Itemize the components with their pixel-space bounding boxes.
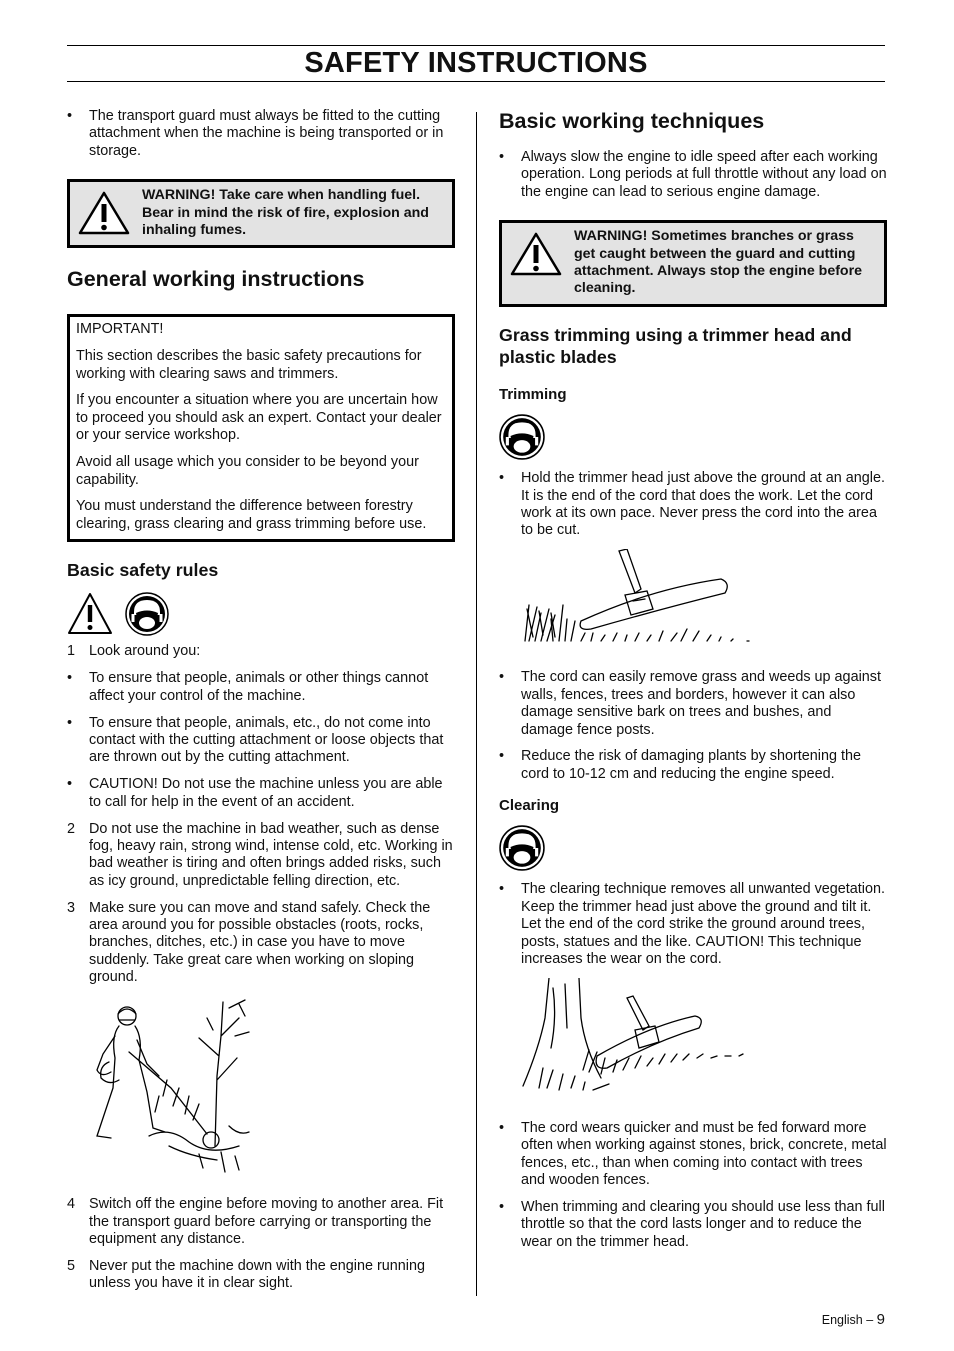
item-text: Do not use the machine in bad weather, such as dense fog, heavy rain, strong wind, intense cold, etc. Working in bad weather is tiring and often brings added risks, such as icy ground, unpredictable felling direction, etc. [89, 820, 453, 889]
trimming-list [499, 470, 887, 540]
trimming-list-continued [499, 669, 887, 783]
column-divider [476, 112, 477, 1296]
list-item: • The cord can easily remove grass and weeds up against walls, fences, trees and borders, however it can also damage sensitive bark on trees and bushes, and damage fence posts. [499, 669, 887, 739]
protective-equipment-icon [499, 825, 545, 871]
item-text: Never put the machine down with the engine running unless you have it in clear sight. [89, 1257, 425, 1292]
operator-illustration [89, 996, 269, 1181]
list-item: • The cord wears quicker and must be fed forward more often when working against stones, brick, concrete, metal fences, etc., than when coming into contact with trees and wooden fences. [499, 1120, 887, 1190]
list-item [67, 670, 455, 705]
safety-rules-list [67, 643, 455, 986]
warning-triangle-icon [510, 231, 562, 277]
list-item: • Reduce the risk of damaging plants by shortening the cord to 10-12 cm and reducing the engine speed. [499, 748, 887, 783]
item-text: Make sure you can move and stand safely. Check the area around you for possible obstacles (roots, rocks, branches, ditches, etc.) in case you have to move suddenly. Take great care when working on sloping ground. [89, 899, 431, 986]
footer-dash: – [866, 1313, 874, 1327]
item-bullet: • [67, 670, 73, 687]
warning-triangle-icon [78, 190, 130, 236]
item-text: Look around you: [89, 643, 201, 660]
list-item [67, 900, 455, 987]
item-bullet: • [67, 714, 73, 731]
important-box [67, 314, 455, 542]
left-column [67, 108, 455, 1302]
item-bullet: • [67, 776, 73, 793]
list-item: • The clearing technique removes all unwanted vegetation. Keep the trimmer head just above the ground and tilt it. Let the end of the cord strike the ground around trees, posts, statues and the like. CAUTION! This technique increases the wear on the cord. [499, 881, 887, 968]
protective-equipment-icon [499, 414, 545, 460]
intro-list [499, 149, 887, 201]
list-item [67, 1258, 455, 1293]
page-title: SAFETY INSTRUCTIONS [304, 47, 648, 79]
clearing-heading: Clearing [499, 797, 560, 815]
item-text: To ensure that people, animals, etc., do not come into contact with the cutting attachment or loose objects that are thrown out by the cutting attachment. [89, 714, 444, 766]
important-paragraph: If you encounter a situation where you are uncertain how to proceed you should ask an expert. Contact your dealer or your service workshop. [76, 392, 442, 444]
item-text: To ensure that people, animals or other things cannot affect your control of the machine. [89, 670, 429, 704]
trimming-illustration [521, 549, 761, 649]
item-number: 1 [67, 643, 76, 660]
list-item [67, 821, 455, 891]
list-item [67, 643, 455, 660]
list-item: • When trimming and clearing you should use less than full throttle so that the cord lasts longer and to reduce the wear on the trimmer head. [499, 1199, 887, 1251]
item-number: 4 [67, 1196, 76, 1213]
fuel-warning-box [67, 179, 455, 248]
item-number: 3 [67, 899, 76, 916]
clearing-list-continued [499, 1120, 887, 1251]
branches-warning-text: WARNING! Sometimes branches or grass get caught between the guard and cutting attachment. Always stop the engine before cleaning. [574, 228, 863, 297]
clearing-list [499, 881, 887, 968]
footer-language: English [821, 1313, 863, 1327]
basic-safety-rules-heading: Basic safety rules [67, 560, 219, 581]
important-paragraph: You must understand the difference between forestry clearing, grass clearing and grass trimming before use. [76, 498, 427, 532]
general-instructions-heading: General working instructions [67, 267, 365, 292]
list-item [67, 1196, 455, 1248]
protective-equipment-icon [125, 592, 169, 636]
basic-working-techniques-heading: Basic working techniques [499, 109, 765, 133]
item-number: 5 [67, 1257, 76, 1274]
list-item [67, 715, 455, 767]
trimming-heading: Trimming [499, 386, 567, 404]
safety-icons-row [67, 591, 455, 637]
page-footer [822, 1311, 885, 1329]
warning-triangle-icon [67, 592, 113, 636]
clearing-illustration [519, 978, 749, 1096]
right-column [499, 108, 887, 1261]
list-item: • The transport guard must always be fitted to the cutting attachment when the machine is being transported or in storage. [67, 108, 455, 160]
page-number: 9 [876, 1311, 885, 1328]
grass-trimming-heading: Grass trimming using a trimmer head and plastic blades [499, 325, 852, 368]
intro-list [67, 108, 455, 160]
item-text: Switch off the engine before moving to another area. Fit the transport guard before carrying or transporting the equipment any distance. [89, 1196, 444, 1247]
list-item: • Hold the trimmer head just above the ground at an angle. It is the end of the cord that does the work. Let the cord work at its own pace. Never press the cord into the area to be cut. [499, 470, 887, 540]
list-item [67, 776, 455, 811]
important-label: IMPORTANT! [76, 321, 164, 338]
header-bottom-rule [67, 81, 885, 82]
important-paragraph: This section describes the basic safety precautions for working with clearing saws and trimmers. [76, 348, 422, 382]
important-paragraph: Avoid all usage which you consider to be beyond your capability. [76, 454, 419, 488]
branches-warning-box [499, 220, 887, 307]
item-number: 2 [67, 820, 76, 837]
list-item: • Always slow the engine to idle speed after each working operation. Long periods at full throttle without any load on the engine can lead to serious engine damage. [499, 149, 887, 201]
safety-rules-list-continued [67, 1196, 455, 1293]
item-text: CAUTION! Do not use the machine unless you are able to call for help in the event of an accident. [89, 776, 443, 810]
fuel-warning-text: WARNING! Take care when handling fuel. Bear in mind the risk of fire, explosion and inhaling fumes. [142, 187, 429, 239]
